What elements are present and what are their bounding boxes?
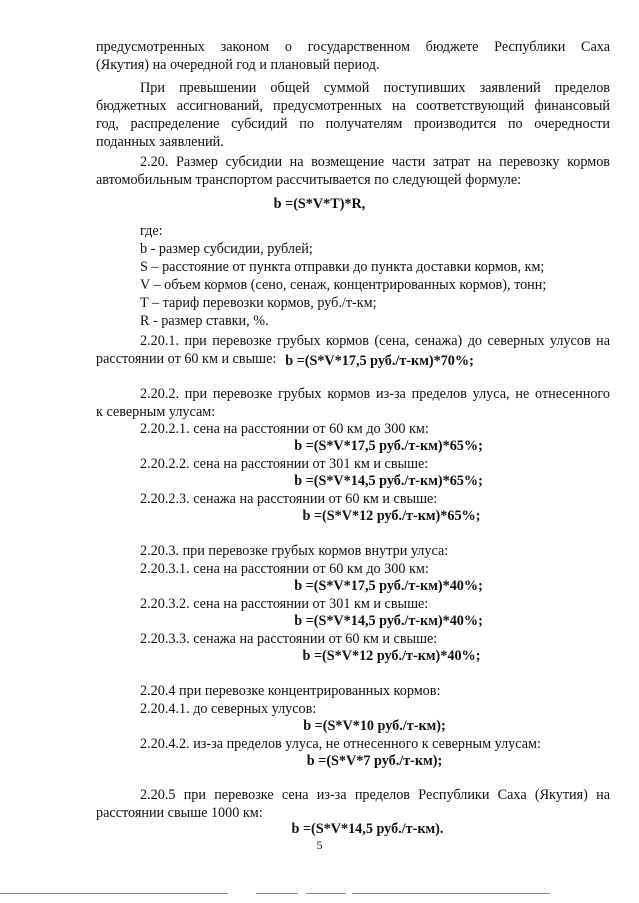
section-2-20-3: 2.20.3. при перевозке грубых кормов внутри улуса: [140, 543, 449, 559]
formula-2-20-2-1: b =(S*V*17,5 руб./т-км)*65%; [294, 438, 483, 454]
formula-2-20-2-2: b =(S*V*14,5 руб./т-км)*65%; [294, 473, 483, 489]
paragraph-line: бюджетных ассигнований, предусмотренных на соответствующий финансовый [96, 98, 610, 114]
section-2-20-4-2: 2.20.4.2. из-за пределов улуса, не отнесенного к северным улусам: [140, 736, 541, 752]
section-2-20-4: 2.20.4 при перевозке концентрированных кормов: [140, 683, 441, 699]
section-2-20-2-3: 2.20.2.3. сенажа на расстоянии от 60 км и свыше: [140, 491, 438, 507]
section-2-20-2-1: 2.20.2.1. сена на расстоянии от 60 км до 300 км: [140, 421, 429, 437]
section-2-20-3-2: 2.20.3.2. сена на расстоянии от 301 км и свыше: [140, 596, 429, 612]
paragraph-line: предусмотренных законом о государственном бюджете Республики Саха [96, 39, 610, 55]
scan-line [306, 893, 346, 894]
paragraph-line: поданных заявлений. [96, 134, 224, 150]
paragraph-line: (Якутия) на очередной год и плановый период. [96, 57, 380, 73]
paragraph-line: автомобильным транспортом рассчитывается по следующей формуле: [96, 172, 522, 188]
section-2-20-2-cont: к северным улусам: [96, 404, 216, 420]
legend-line: где: [140, 223, 163, 239]
formula-2-20-1: b =(S*V*17,5 руб./т-км)*70%; [285, 353, 474, 369]
section-2-20-1-cont: расстоянии от 60 км и свыше: [96, 351, 277, 367]
scan-line [0, 893, 228, 894]
section-2-20-3-1: 2.20.3.1. сена на расстоянии от 60 км до 300 км: [140, 561, 429, 577]
formula-2-20-2-3: b =(S*V*12 руб./т-км)*65%; [302, 508, 481, 524]
section-2-20-4-1: 2.20.4.1. до северных улусов: [140, 701, 317, 717]
formula-2-20-3-2: b =(S*V*14,5 руб./т-км)*40%; [294, 613, 483, 629]
formula-2-20-5: b =(S*V*14,5 руб./т-км). [291, 821, 444, 837]
formula-2-20-3-1: b =(S*V*17,5 руб./т-км)*40%; [294, 578, 483, 594]
section-2-20-2-2: 2.20.2.2. сена на расстоянии от 301 км и свыше: [140, 456, 429, 472]
formula-2-20-4-2: b =(S*V*7 руб./т-км); [306, 753, 443, 769]
section-2-20-5: 2.20.5 при перевозке сена из-за пределов Республики Саха (Якутия) на [140, 787, 610, 803]
formula-2-20-3-3: b =(S*V*12 руб./т-км)*40%; [302, 648, 481, 664]
legend-line: T – тариф перевозки кормов, руб./т-км; [140, 295, 377, 311]
section-2-20-5-cont: расстоянии свыше 1000 км: [96, 805, 263, 821]
section-2-20-3-3: 2.20.3.3. сенажа на расстоянии от 60 км и свыше: [140, 631, 438, 647]
legend-line: b - размер субсидии, рублей; [140, 241, 313, 257]
paragraph-line: год, распределение субсидий по получателям производится по очередности [96, 116, 610, 132]
section-2-20-1: 2.20.1. при перевозке грубых кормов (сена, сенажа) до северных улусов на [140, 333, 610, 349]
paragraph-line: 2.20. Размер субсидии на возмещение части затрат на перевозку кормов [140, 154, 610, 170]
legend-line: S – расстояние от пункта отправки до пункта доставки кормов, км; [140, 259, 545, 275]
section-2-20-2: 2.20.2. при перевозке грубых кормов из-за пределов улуса, не отнесенного [140, 386, 610, 402]
page-number: 5 [316, 838, 323, 852]
paragraph-line: При превышении общей суммой поступивших заявлений пределов [140, 80, 610, 96]
scan-line [256, 893, 298, 894]
main-formula: b =(S*V*T)*R, [273, 196, 366, 212]
legend-line: V – объем кормов (сено, сенаж, концентрированных кормов), тонн; [140, 277, 547, 293]
scan-line [352, 893, 550, 894]
legend-line: R - размер ставки, %. [140, 313, 269, 329]
formula-2-20-4-1: b =(S*V*10 руб./т-км); [303, 718, 446, 734]
